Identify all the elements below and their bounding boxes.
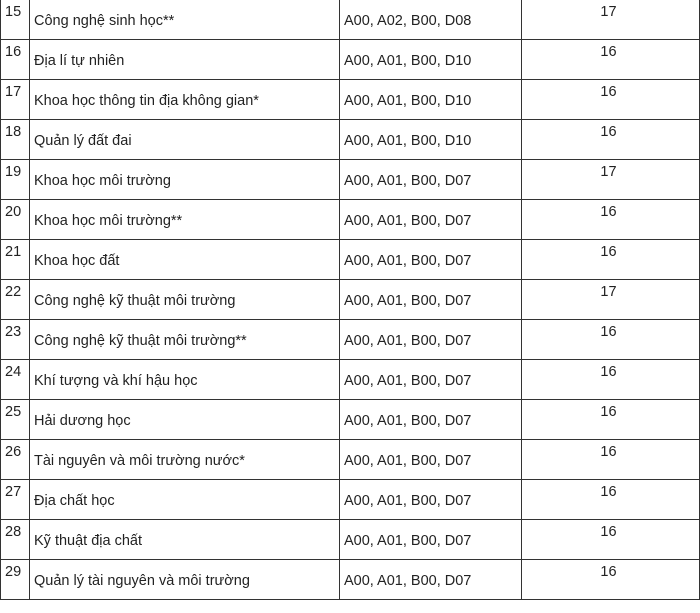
major-name: Tài nguyên và môi trường nước* (30, 440, 340, 480)
major-name: Địa chất học (30, 480, 340, 520)
subject-combination: A00, A01, B00, D10 (340, 80, 522, 120)
table-row (1, 440, 700, 480)
table-row (1, 200, 700, 240)
major-name: Quản lý tài nguyên và môi trường (30, 560, 340, 600)
row-number: 25 (1, 400, 30, 440)
table-row (1, 480, 700, 520)
benchmark-score: 16 (522, 200, 700, 240)
row-number: 15 (1, 0, 30, 40)
subject-combination: A00, A02, B00, D08 (340, 0, 522, 40)
subject-combination: A00, A01, B00, D07 (340, 200, 522, 240)
row-number: 29 (1, 560, 30, 600)
row-number: 28 (1, 520, 30, 560)
subject-combination: A00, A01, B00, D07 (340, 240, 522, 280)
major-name: Kỹ thuật địa chất (30, 520, 340, 560)
row-number: 20 (1, 200, 30, 240)
row-number: 19 (1, 160, 30, 200)
row-number: 17 (1, 80, 30, 120)
benchmark-score: 16 (522, 520, 700, 560)
major-name: Khoa học thông tin địa không gian* (30, 80, 340, 120)
major-name: Công nghệ sinh học** (30, 0, 340, 40)
table-row (1, 400, 700, 440)
subject-combination: A00, A01, B00, D07 (340, 160, 522, 200)
subject-combination: A00, A01, B00, D07 (340, 280, 522, 320)
subject-combination: A00, A01, B00, D07 (340, 440, 522, 480)
major-name: Địa lí tự nhiên (30, 40, 340, 80)
major-name: Hải dương học (30, 400, 340, 440)
subject-combination: A00, A01, B00, D07 (340, 400, 522, 440)
major-name: Khoa học môi trường (30, 160, 340, 200)
table-row (1, 80, 700, 120)
table-row (1, 360, 700, 400)
subject-combination: A00, A01, B00, D10 (340, 120, 522, 160)
major-name: Công nghệ kỹ thuật môi trường (30, 280, 340, 320)
table-row (1, 240, 700, 280)
benchmark-score: 16 (522, 560, 700, 600)
table-row (1, 40, 700, 80)
benchmark-score: 17 (522, 280, 700, 320)
benchmark-score: 16 (522, 440, 700, 480)
row-number: 23 (1, 320, 30, 360)
subject-combination: A00, A01, B00, D07 (340, 520, 522, 560)
row-number: 21 (1, 240, 30, 280)
major-name: Khoa học đất (30, 240, 340, 280)
benchmark-score: 16 (522, 320, 700, 360)
major-name: Công nghệ kỹ thuật môi trường** (30, 320, 340, 360)
table-row (1, 0, 700, 40)
table-body (1, 0, 700, 600)
subject-combination: A00, A01, B00, D07 (340, 480, 522, 520)
row-number: 24 (1, 360, 30, 400)
subject-combination: A00, A01, B00, D07 (340, 320, 522, 360)
table-row (1, 520, 700, 560)
table-row (1, 120, 700, 160)
table-row (1, 320, 700, 360)
row-number: 27 (1, 480, 30, 520)
benchmark-score: 16 (522, 480, 700, 520)
benchmark-score: 16 (522, 400, 700, 440)
row-number: 18 (1, 120, 30, 160)
table-row (1, 160, 700, 200)
major-name: Khoa học môi trường** (30, 200, 340, 240)
benchmark-score: 17 (522, 160, 700, 200)
row-number: 16 (1, 40, 30, 80)
major-name: Quản lý đất đai (30, 120, 340, 160)
benchmark-score: 17 (522, 0, 700, 40)
benchmark-score: 16 (522, 40, 700, 80)
row-number: 26 (1, 440, 30, 480)
table-row (1, 560, 700, 600)
table-row (1, 280, 700, 320)
row-number: 22 (1, 280, 30, 320)
major-name: Khí tượng và khí hậu học (30, 360, 340, 400)
subject-combination: A00, A01, B00, D07 (340, 360, 522, 400)
subject-combination: A00, A01, B00, D07 (340, 560, 522, 600)
benchmark-score: 16 (522, 120, 700, 160)
benchmark-score: 16 (522, 360, 700, 400)
subject-combination: A00, A01, B00, D10 (340, 40, 522, 80)
benchmark-score: 16 (522, 240, 700, 280)
benchmark-score: 16 (522, 80, 700, 120)
